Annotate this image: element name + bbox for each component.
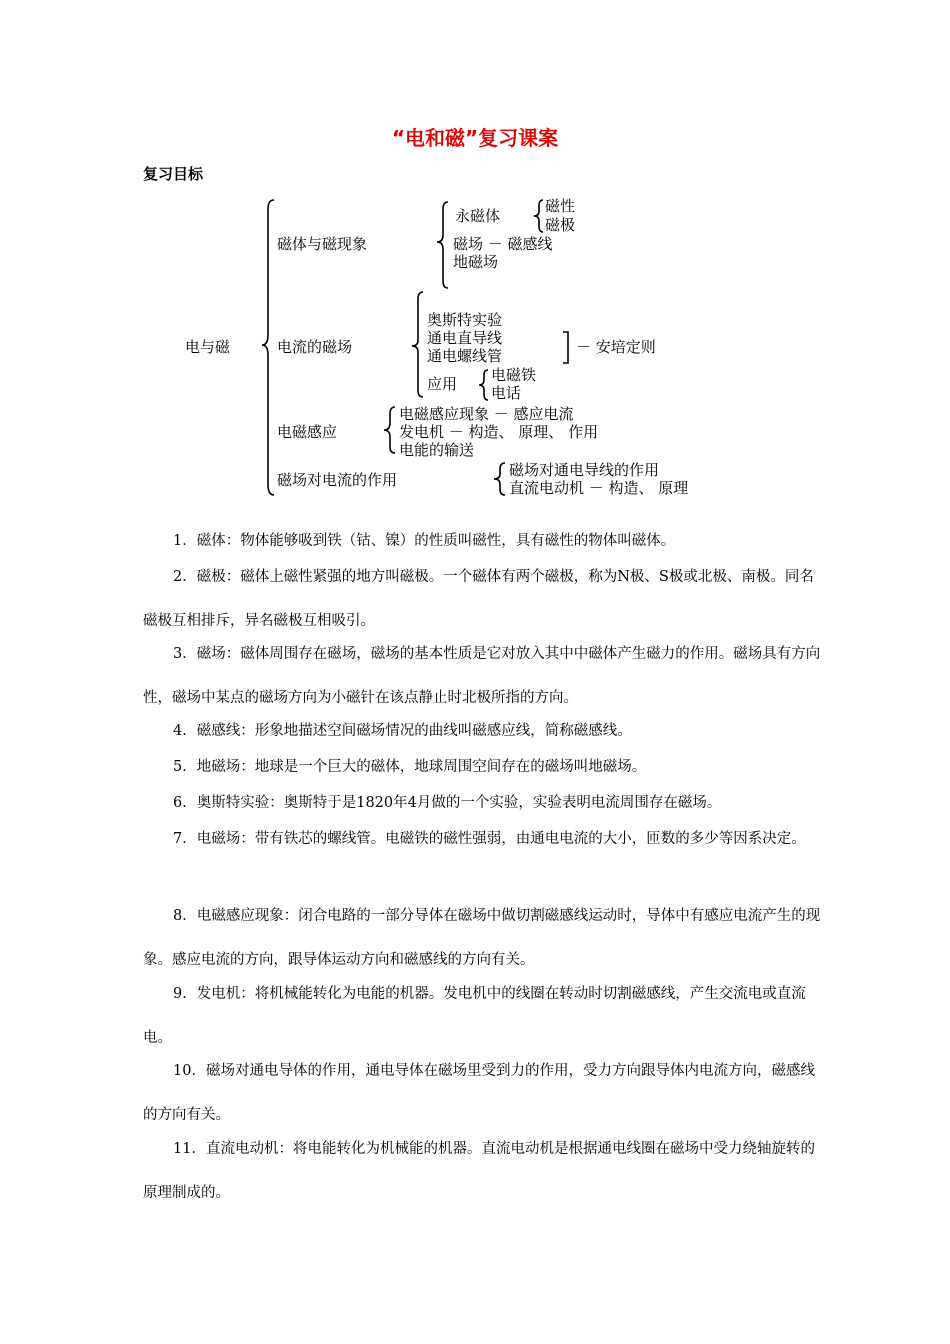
node-permanent-magnet: 永磁体 [455,207,501,225]
rule-bracket [563,332,568,363]
permanent-brace [534,200,543,232]
paragraph-3: 3．磁场：磁体周围存在磁场，磁场的基本性质是它对放入其中中磁体产生磁力的作用。磁场具有方向性，磁场中某点的磁场方向为小磁针在该点静止时北极所指的方向。 [143,646,821,706]
paragraph-10: 10．磁场对通电导体的作用，通电导体在磁场里受到力的作用，受力方向跟导体内电流方向，磁感线的方向有关。 [143,1063,815,1123]
node-force-on-current: 磁场对电流的作用 [277,471,398,489]
node-magnetism: 磁性 [545,197,576,215]
paragraph-11: 11．直流电动机：将电能转化为机械能的机器。直流电动机是根据通电线圈在磁场中受力绕轴旋转的原理制成的。 [143,1141,815,1201]
node-generator: 发电机 － 构造、 原理、 作用 [399,423,599,441]
paragraph-7: 7．电磁场：带有铁芯的螺线管。电磁铁的磁性强弱，由通电电流的大小，匝数的多少等因系决定。 [173,831,806,847]
node-transmission: 电能的输送 [399,441,475,459]
node-application: 应用 [427,375,458,393]
paragraph-5: 5．地磁场：地球是一个巨大的磁体，地球周围空间存在的磁场叫地磁场。 [173,759,647,775]
node-earth-field: 地磁场 [453,253,499,271]
induction-brace [384,407,395,453]
node-field-line: 磁场 － 磁感线 [453,235,553,253]
paragraph-9: 9．发电机：将机械能转化为电能的机器。发电机中的线圈在转动时切割磁感线，产生交流电或直流电。 [143,986,806,1046]
node-induction-phenomenon: 电磁感应现象 － 感应电流 [399,405,574,423]
node-electromagnet: 电磁铁 [491,366,537,384]
current-brace [412,292,423,397]
diagram-root: 电与磁 [185,338,231,356]
concept-diagram [175,195,815,505]
paragraph-6: 6．奥斯特实验：奥斯特于是1820年4月做的一个实验，实验表明电流周围存在磁场。 [173,795,722,811]
paragraph-8: 8．电磁感应现象：闭合电路的一部分导体在磁场中做切割磁感线运动时，导体中有感应电流产生的现象。感应电流的方向，跟导体运动方向和磁感线的方向有关。 [143,908,821,968]
node-dc-motor: 直流电动机 － 构造、 原理 [509,479,689,497]
node-straight-wire: 通电直导线 [427,329,503,347]
node-magnet-group: 磁体与磁现象 [277,235,368,253]
node-solenoid: 通电螺线管 [427,347,503,365]
node-induction: 电磁感应 [277,423,338,441]
node-oersted: 奥斯特实验 [427,311,503,329]
node-current-field: 电流的磁场 [277,338,353,356]
paragraph-2: 2．磁极：磁体上磁性紧强的地方叫磁极。一个磁体有两个磁极，称为N极、S极或北极、南极。同名磁极互相排斥，异名磁极互相吸引。 [143,569,814,629]
application-brace [479,370,488,400]
section-heading: 复习目标 [143,165,204,183]
document-title: “电和磁”复习课案 [391,126,559,150]
node-telephone: 电话 [491,384,522,402]
node-force-on-wire: 磁场对通电导线的作用 [509,461,660,479]
node-ampere-rule: － 安培定则 [576,338,656,356]
root-brace [262,200,274,495]
force-brace [494,463,505,495]
paragraph-1: 1．磁体：物体能够吸到铁（钴、镍）的性质叫磁性，具有磁性的物体叫磁体。 [173,533,676,549]
paragraph-4: 4．磁感线：形象地描述空间磁场情况的曲线叫磁感应线，简称磁感线。 [173,723,632,739]
magnet-brace [437,202,448,288]
node-pole: 磁极 [545,216,576,234]
